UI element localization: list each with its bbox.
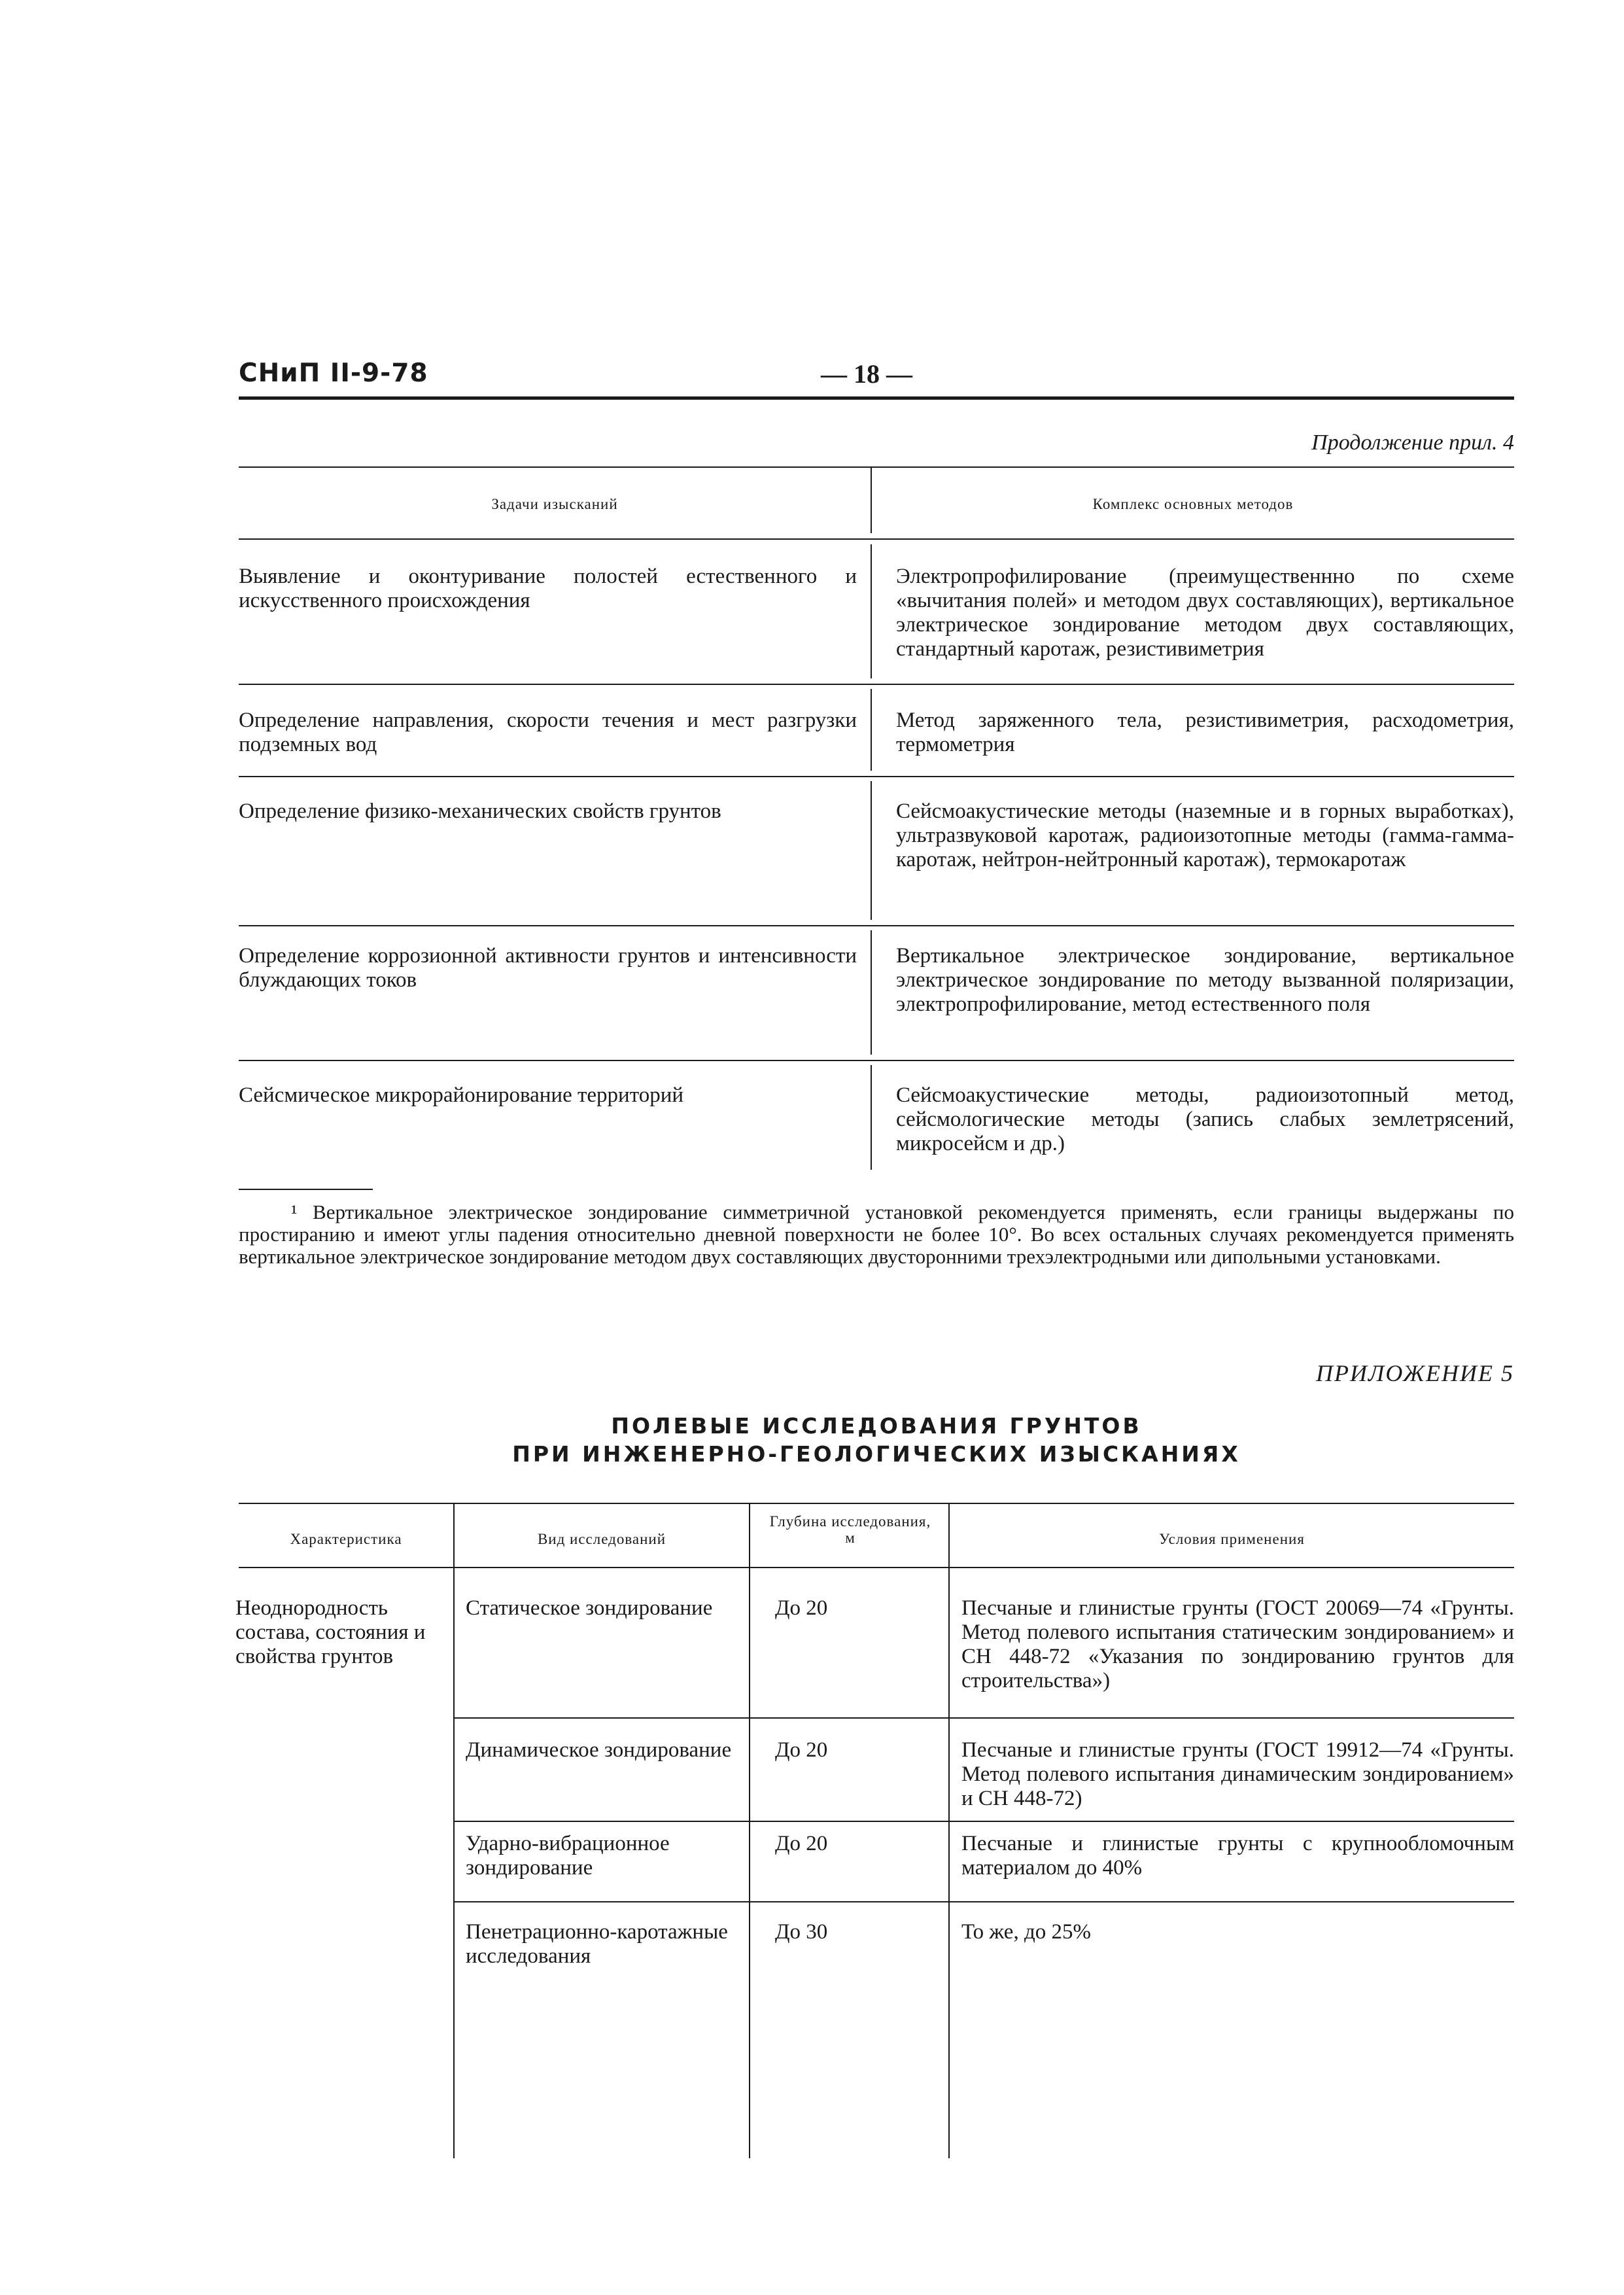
table2-col3-divider: [948, 1504, 950, 2158]
table2-row2-depth: До 20: [775, 1738, 828, 1762]
table1-row1-methods: Электропрофилирование (преимущественнно по схеме «вычитания полей» и методом двух составляющих), вертикальное электрическое зондирование методом двух составляющих, стандартный каротаж, резистивиметрия: [896, 565, 1514, 661]
table2-top-rule: [239, 1503, 1514, 1504]
table1-row-rule: [239, 1060, 1514, 1061]
table1-row2-methods: Метод заряженного тела, резистивиметрия, расходометрия, термометрия: [896, 709, 1514, 756]
footnote-rule: [239, 1189, 373, 1190]
footnote-text: Вертикальное электрическое зондирование симметричной установкой рекомендуется применять, если границы выдержаны по простиранию и имеют углы падения относительно дневной поверхности не более 10°. Во всех остальных случаях рекомендуется применять вертикальное электрическое зондирование методом двух составляющих двусторонними трехэлектродными или дипольными установками.: [239, 1200, 1514, 1268]
table1-row-rule: [239, 684, 1514, 685]
table1-row3-task: Определение физико-механических свойств грунтов: [239, 799, 721, 823]
table1-row3-divider: [871, 781, 872, 920]
document-code: СНиП II-9-78: [239, 359, 428, 388]
table2-row4-conditions: То же, до 25%: [961, 1920, 1091, 1944]
table1-row2-divider: [871, 689, 872, 771]
table1-row4-methods: Вертикальное электрическое зондирование, вертикальное электрическое зондирование по методу вызванной поляризации, электропрофилирование, метод естественного поля: [896, 944, 1514, 1016]
table2-header-characteristic: Характеристика: [290, 1531, 402, 1547]
table1-row1-task: Выявление и оконтуривание полостей естественного и искусственного происхождения: [239, 565, 857, 612]
table2-row3-depth: До 20: [775, 1832, 828, 1855]
table1-row2-task: Определение направления, скорости течения и мест разгрузки подземных вод: [239, 709, 857, 756]
appendix-title-line2: ПРИ ИНЖЕНЕРНО-ГЕОЛОГИЧЕСКИХ ИЗЫСКАНИЯХ: [512, 1441, 1241, 1467]
table2-row-rule: [453, 1901, 1514, 1902]
table1-row1-divider: [871, 544, 872, 678]
page-number: — 18 —: [821, 359, 912, 389]
table1-row5-divider: [871, 1065, 872, 1170]
table2-characteristic: Неоднородность состава, состояния и свойства грунтов: [235, 1596, 426, 1668]
table2-row1-depth: До 20: [775, 1596, 828, 1620]
table2-header-conditions: Условия применения: [1159, 1531, 1305, 1547]
table2-row1-type: Статическое зондирование: [466, 1596, 713, 1620]
footnote: [239, 1201, 1514, 1268]
header-rule: [239, 396, 1514, 400]
table1-row-rule: [239, 925, 1514, 926]
footnote-marker: ¹: [291, 1200, 298, 1223]
continuation-note: Продолжение прил. 4: [1311, 430, 1514, 455]
table1-top-rule: [239, 466, 1514, 468]
table1-row3-methods: Сейсмоакустические методы (наземные и в горных выработках), ультразвуковой каротаж, радиоизотопные методы (гамма-гамма-каротаж, нейтрон-нейтронный каротаж), термокаротаж: [896, 799, 1514, 871]
table1-header-rule: [239, 538, 1514, 540]
table1-row5-methods: Сейсмоакустические методы, радиоизотопный метод, сейсмологические методы (запись слабых землетрясений, микросейсм и др.): [896, 1083, 1514, 1155]
table1-row-rule: [239, 776, 1514, 777]
table1-row4-divider: [871, 930, 872, 1055]
table2-row3-type: Ударно-вибрационное зондирование: [466, 1832, 670, 1880]
table2-row2-conditions: Песчаные и глинистые грунты (ГОСТ 19912—74 «Грунты. Метод полевого испытания динамическим зондированием» и СН 448-72): [961, 1738, 1514, 1810]
table2-header-rule: [239, 1567, 1514, 1568]
appendix-title-line1: ПОЛЕВЫЕ ИССЛЕДОВАНИЯ ГРУНТОВ: [611, 1413, 1142, 1439]
table1-row4-task: Определение коррозионной активности грунтов и интенсивности блуждающих токов: [239, 944, 857, 992]
table2-row1-conditions: Песчаные и глинистые грунты (ГОСТ 20069—74 «Грунты. Метод полевого испытания статическим зондированием» и СН 448-72 «Указания по зондированию грунтов для строительства»): [961, 1596, 1514, 1692]
table2-header-type: Вид исследований: [537, 1531, 666, 1547]
table2-header-depth: Глубина исследования, м: [769, 1513, 931, 1546]
table2-row4-type: Пенетрационно-каротажные исследования: [466, 1920, 728, 1968]
table2-row2-type: Динамическое зондирование: [466, 1738, 732, 1762]
table2-row-rule: [453, 1717, 1514, 1719]
table1-row5-task: Сейсмическое микрорайонирование территорий: [239, 1083, 684, 1107]
table2-col1-divider: [453, 1504, 455, 2158]
table2-col2-divider: [749, 1504, 750, 2158]
table2-row-rule: [453, 1821, 1514, 1822]
appendix-label: ПРИЛОЖЕНИЕ 5: [1316, 1360, 1514, 1386]
table2-row3-conditions: Песчаные и глинистые грунты с крупнообломочным материалом до 40%: [961, 1832, 1514, 1880]
table1-header-tasks: Задачи изысканий: [491, 496, 618, 512]
table2-row4-depth: До 30: [775, 1920, 828, 1944]
table1-header-methods: Комплекс основных методов: [1092, 496, 1294, 512]
